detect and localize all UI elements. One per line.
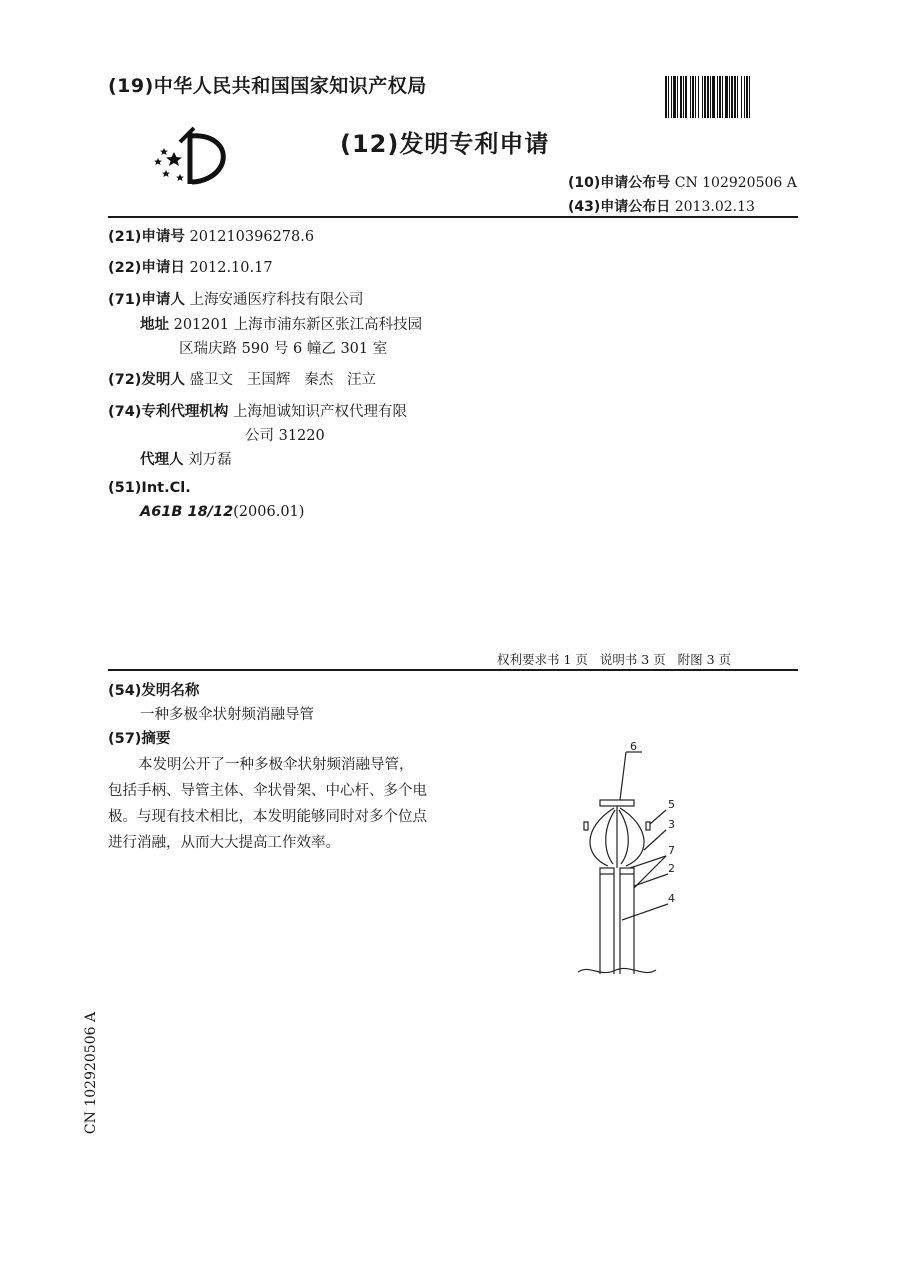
publication-date-value: 2013.02.13 (674, 199, 755, 215)
catheter-figure (570, 738, 690, 983)
agent-row (140, 448, 232, 469)
ipc-date: (2006.01) (233, 504, 305, 520)
address-row (140, 313, 422, 334)
application-number-label: (21)申请号 (108, 229, 185, 245)
agency-label: (74)专利代理机构 (108, 404, 229, 420)
abstract-line: 进行消融，从而大大提高工作效率。 (108, 835, 340, 851)
office-name: (19)中华人民共和国国家知识产权局 (108, 75, 427, 97)
leader-line (650, 810, 666, 824)
umbrella-left (590, 808, 614, 866)
barcode-bar (702, 76, 703, 118)
agency-row (108, 400, 407, 421)
abstract-line: 包括手柄、导管主体、伞状骨架、中心杆、多个电 (108, 783, 427, 799)
barcode-bar (671, 76, 672, 118)
barcode (665, 76, 798, 118)
address-line-1: 201201 上海市浦东新区张江高科技园 (173, 317, 423, 333)
figure-label-3: 3 (668, 818, 675, 831)
leader-line (622, 904, 668, 920)
inventor-value: 盛卫文 王国辉 秦杰 汪立 (189, 372, 377, 388)
application-date-label: (22)申请日 (108, 260, 185, 276)
ipc-row (140, 504, 304, 520)
address-line-2: 区瑞庆路 590 号 6 幢乙 301 室 (179, 341, 388, 357)
publication-date-label: (43)申请公布日 (568, 199, 671, 215)
barcode-bar (737, 76, 738, 118)
page-count-summary: 权利要求书 1 页 说明书 3 页 附图 3 页 (497, 652, 732, 667)
electrode (584, 822, 588, 830)
ipc-label-row (108, 480, 191, 496)
section-divider (108, 669, 798, 671)
barcode-bar (712, 76, 715, 118)
applicant-value: 上海安通医疗科技有限公司 (189, 292, 364, 308)
address-label: 地址 (140, 317, 169, 333)
leader-line (634, 874, 668, 886)
figure-label-4: 4 (668, 892, 675, 905)
barcode-bar (734, 76, 736, 118)
application-date-row (108, 256, 273, 277)
agent-value: 刘万磊 (188, 452, 232, 468)
break-line (578, 968, 656, 972)
barcode-bar (731, 76, 733, 118)
leader-line (644, 830, 666, 850)
barcode-bar (729, 76, 730, 118)
invention-title: 一种多极伞状射频消融导管 (140, 707, 314, 723)
barcode-bar (683, 76, 684, 118)
agency-line-2: 公司 31220 (245, 428, 325, 444)
applicant-row (108, 288, 364, 309)
barcode-bar (710, 76, 711, 118)
abstract-line: 本发明公开了一种多极伞状射频消融导管， (138, 757, 414, 773)
umbrella-inner-right (619, 810, 628, 864)
barcode-bar (668, 76, 669, 118)
publication-number-row (568, 172, 797, 192)
barcode-bar (704, 76, 706, 118)
applicant-label: (71)申请人 (108, 292, 185, 308)
inventor-label: (72)发明人 (108, 372, 185, 388)
ipc-code: A61B 18/12 (140, 504, 234, 520)
agent-label: 代理人 (140, 452, 184, 468)
barcode-bar (695, 76, 696, 118)
barcode-bar (692, 76, 694, 118)
connector-left (600, 868, 614, 874)
header-divider (108, 216, 798, 218)
electrode (646, 822, 650, 830)
barcode-bar (746, 76, 748, 118)
barcode-bar (685, 76, 687, 118)
barcode-bar (719, 76, 721, 118)
barcode-bar (707, 76, 709, 118)
barcode-bar (749, 76, 750, 118)
figure-label-7: 7 (668, 844, 675, 857)
connector-right (620, 868, 634, 874)
side-publication-number: CN 102920506 A (83, 1011, 100, 1135)
ipc-label: (51)Int.Cl. (108, 480, 191, 496)
application-number-row (108, 225, 314, 246)
inventor-row (108, 368, 376, 389)
application-date-value: 2012.10.17 (189, 260, 273, 276)
abstract-text (108, 752, 453, 856)
cnipa-logo-icon (150, 124, 234, 188)
figure-label-5: 5 (668, 798, 675, 811)
barcode-bar (717, 76, 718, 118)
title-section-label: (54)发明名称 (108, 683, 200, 699)
barcode-bar (744, 76, 745, 118)
application-number-value: 201210396278.6 (189, 229, 315, 245)
leader-line (620, 752, 626, 800)
handle-part (600, 800, 634, 806)
document-type: (12)发明专利申请 (340, 130, 550, 158)
publication-date-row (568, 196, 755, 216)
umbrella-inner-left (606, 810, 615, 864)
agency-row-2 (245, 424, 325, 445)
barcode-bar (698, 76, 699, 118)
agency-line-1: 上海旭诚知识产权代理有限 (233, 404, 408, 420)
barcode-bar (677, 76, 678, 118)
barcode-bar (673, 76, 676, 118)
figure-label-2: 2 (668, 862, 675, 875)
publication-number-label: (10)申请公布号 (568, 175, 671, 191)
barcode-bar (680, 76, 682, 118)
address-row-2 (179, 337, 387, 358)
figure-label-6: 6 (630, 740, 637, 753)
barcode-bar (725, 76, 728, 118)
barcode-bar (741, 76, 742, 118)
barcode-bar (722, 76, 723, 118)
abstract-line: 极。与现有技术相比，本发明能够同时对多个位点 (108, 809, 427, 825)
umbrella-right (620, 808, 644, 866)
barcode-bar (665, 76, 667, 118)
abstract-section-label: (57)摘要 (108, 731, 171, 747)
barcode-bar (690, 76, 691, 118)
publication-number-value: CN 102920506 A (674, 175, 797, 191)
